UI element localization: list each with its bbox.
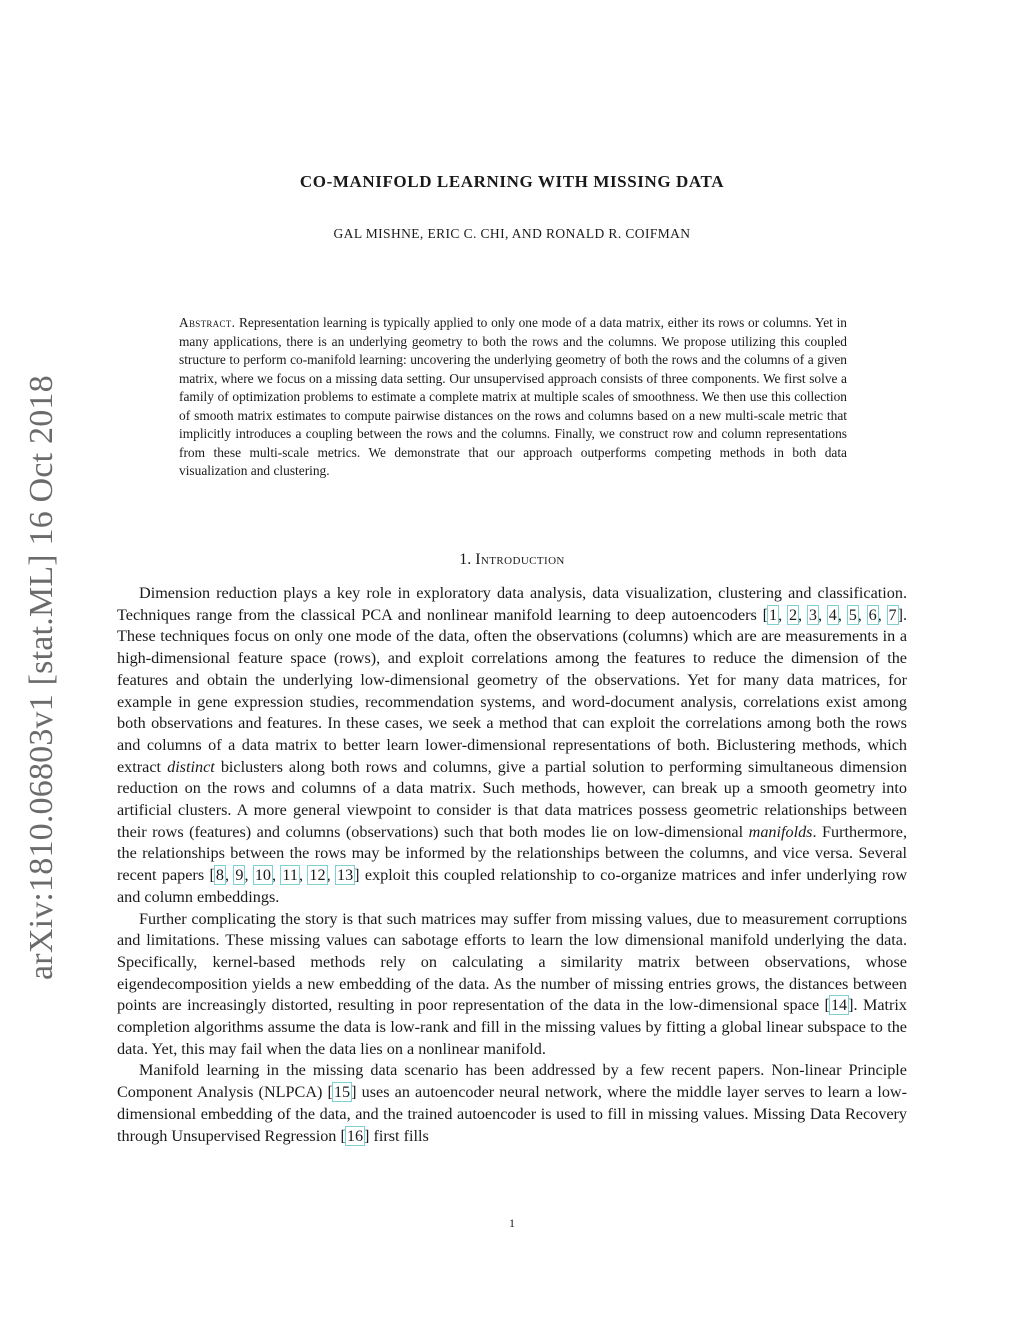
citation-link[interactable]: 15 xyxy=(333,1083,351,1102)
paragraph-2: Further complicating the story is that such matrices may suffer from missing values, due to measurement corruptions and limitations. These missing values can sabotage efforts to learn the low dimensional manifold underlying the data. Specifically, kernel-based methods rely on calculating a similarity matrix between observations, whose eigendecomposition yields a new embedding of the data. As the number of missing entries grows, the distances between points are increasingly distorted, resulting in poor representation of the data in the low-dimensional space [14]. Matrix completion algorithms assume the data is low-rank and fill in the missing values by fitting a global linear subspace to the data. Yet, this may fail when the data lies on a nonlinear manifold. xyxy=(117,909,908,1058)
paragraph-1: Dimension reduction plays a key role in exploratory data analysis, data visualization, clustering and classification. Techniques range from the classical PCA and nonlinear manifold learning to deep autoencoders [1, 2, 3, 4, 5, 6, 7]. These techniques focus on only one mode of the data, often the observations (columns) which are are measurements in a high-dimensional feature space (rows), and exploit correlations among the features to reduce the dimension of the features and obtain the underlying low-dimensional geometry of the observations. Yet for many data matrices, for example in gene expression studies, recommendation systems, and word-document analysis, correlations exist among both observations and features. In these cases, we seek a method that can exploit the correlations among both the rows and columns of a data matrix to better learn lower-dimensional representations of both. Biclustering methods, which extract distinct biclusters along both rows and columns, give a partial solution to performing simultaneous dimension reduction on the rows and columns of a data matrix. Such methods, however, can break up a smooth geometry into artificial clusters. A more general viewpoint to consider is that data matrices possess geometric relationships between their rows (features) and columns (observations) such that both modes lie on low-dimensional manifolds. Furthermore, the relationships between the rows may be informed by the relationships between the columns, and vice versa. Several recent papers [8, 9, 10, 11, 12, 13] exploit this coupled relationship to co-organize matrices and infer underlying row and column embeddings. xyxy=(117,584,908,906)
citation-link[interactable]: 7 xyxy=(888,605,897,624)
arxiv-identifier: arXiv:1810.06803v1 [stat.ML] 16 Oct 2018 xyxy=(23,375,60,980)
citation-link[interactable]: 16 xyxy=(346,1126,364,1145)
citation-link[interactable]: 11 xyxy=(282,866,298,885)
citation-link[interactable]: 1 xyxy=(769,605,778,624)
citation-link[interactable]: 14 xyxy=(830,996,848,1015)
citation-link[interactable]: 8 xyxy=(215,866,224,885)
citation-link[interactable]: 6 xyxy=(868,605,877,624)
citation-link[interactable]: 10 xyxy=(254,866,272,885)
section-number: 1. xyxy=(459,551,472,568)
abstract-label: Abstract. xyxy=(179,315,236,330)
abstract xyxy=(179,314,847,481)
emphasis: manifolds xyxy=(748,822,813,841)
citation-link[interactable]: 5 xyxy=(848,605,857,624)
emphasis: distinct xyxy=(167,757,215,776)
body-text xyxy=(117,583,907,1147)
section-title: Introduction xyxy=(475,551,565,568)
paragraph-3: Manifold learning in the missing data scenario has been addressed by a few recent papers. Non-linear Principle Component Analysis (NLPCA) [15] uses an autoencoder neural network, where the middle layer serves to learn a low-dimensional embedding of the data, and the trained autoencoder is used to fill in missing values. Missing Data Recovery through Unsupervised Regression [16] first fills xyxy=(117,1061,907,1145)
citation-link[interactable]: 9 xyxy=(235,866,244,885)
citation-link[interactable]: 4 xyxy=(828,605,837,624)
citation-link[interactable]: 12 xyxy=(309,866,326,885)
section-heading xyxy=(0,551,1024,569)
page-number: 1 xyxy=(509,1216,515,1230)
citation-link[interactable]: 13 xyxy=(336,866,354,885)
paper-title: CO-MANIFOLD LEARNING WITH MISSING DATA xyxy=(299,172,725,191)
abstract-text: Representation learning is typically applied to only one mode of a data matrix, either its rows or columns. Yet in many applications, there is an underlying geometry to both the rows and the columns. We propose utilizing this coupled structure to perform co-manifold learning: uncovering the underlying geometry of both the rows and the columns of a given matrix, where we focus on a missing data setting. Our unsupervised approach consists of three components. We first solve a family of optimization problems to estimate a complete matrix at multiple scales of smoothness. We then use this collection of smooth matrix estimates to compute pairwise distances on the rows and columns based on a new multi-scale metric that implicitly introduces a coupling between the rows and the columns. Finally, we construct row and column representations from these multi-scale metrics. We demonstrate that our approach outperforms competing methods in both data visualization and clustering. xyxy=(179,315,847,478)
citation-link[interactable]: 2 xyxy=(788,605,798,624)
citation-link[interactable]: 3 xyxy=(808,605,817,624)
paper-authors: GAL MISHNE, ERIC C. CHI, AND RONALD R. COIFMAN xyxy=(333,226,691,241)
